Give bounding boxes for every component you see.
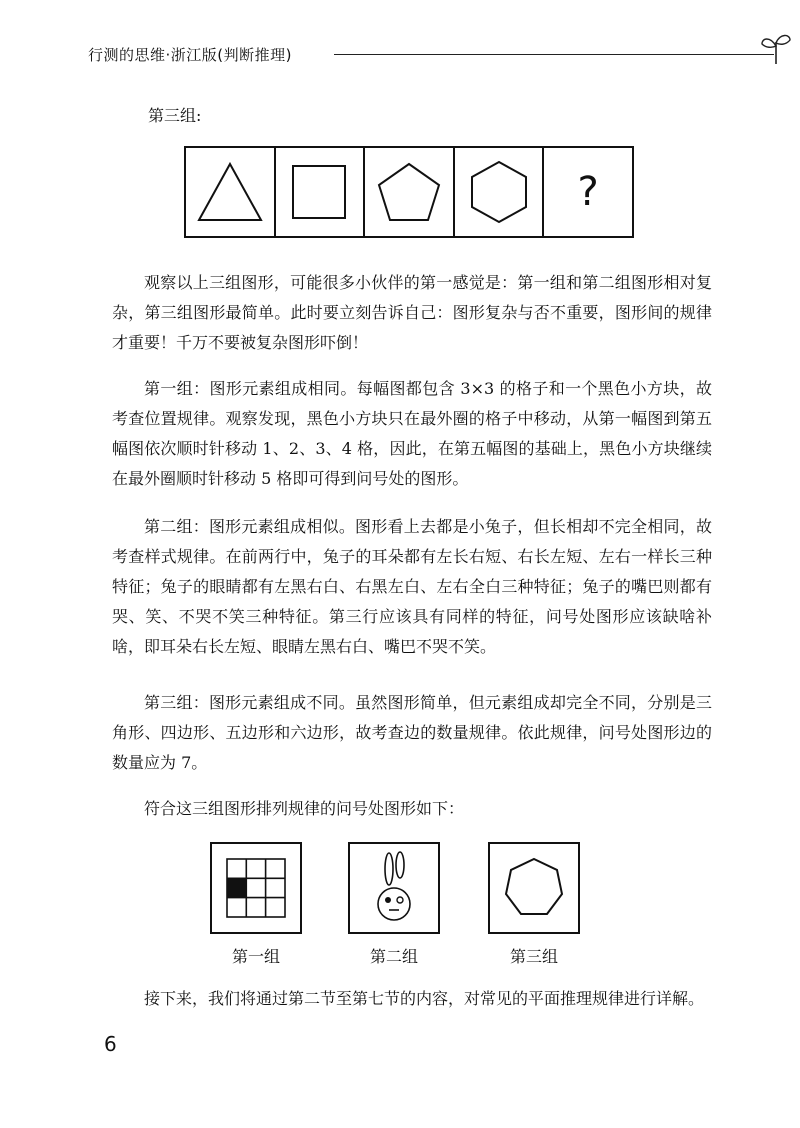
answer-box [488, 842, 580, 934]
sprout-icon [756, 30, 796, 66]
paragraph-answers-intro: 符合这三组图形排列规律的问号处图形如下： [144, 799, 465, 818]
question-mark: ? [577, 169, 599, 215]
paragraph-group1: 第一组：图形元素组成相同。每幅图都包含 3×3 的格子和一个黑色小方块，故考查位置规律。观察发现，黑色小方块只在最外圈的格子中移动，从第一幅图到第五幅图依次顺时针移动 1、2、3、4 格，因此，在第五幅图的基础上，黑色小方块继续在最外圈顺时针移动 5 格即可得到问号处的图形。 [112, 379, 712, 488]
answer-label: 第二组 [369, 947, 418, 966]
hexagon-shape [469, 159, 529, 225]
header-rule [334, 54, 774, 55]
header-title: 行测的思维·浙江版(判断推理) [88, 46, 292, 64]
paragraph-group2: 第二组：图形元素组成相似。图形看上去都是小兔子，但长相却不完全相同，故考查样式规律。在前两行中，兔子的耳朵都有左长右短、右长左短、左右一样长三种特征；兔子的眼睛都有左黑右白、右黑左白、左右全白三种特征；兔子的嘴巴则都有哭、笑、不哭不笑三种特征。第三行应该具有同样的特征，问号处图形应该缺啥补啥，即耳朵右长左短、眼睛左黑右白、嘴巴不哭不笑。 [112, 517, 712, 656]
square-shape [291, 164, 347, 220]
shape-cell [186, 148, 276, 236]
grid-answer-figure [226, 858, 286, 918]
shape-sequence [184, 146, 634, 238]
page-number: 6 [104, 1032, 117, 1056]
answer-box [348, 842, 440, 934]
paragraph-intro: 观察以上三组图形，可能很多小伙伴的第一感觉是：第一组和第二组图形相对复杂，第三组图形最简单。此时要立刻告诉自己：图形复杂与否不重要，图形间的规律才重要！千万不要被复杂图形吓倒！ [112, 273, 712, 352]
shape-cell [455, 148, 545, 236]
answer-label: 第三组 [509, 947, 558, 966]
answer-figures [210, 842, 590, 972]
pentagon-shape [376, 161, 442, 223]
triangle-shape [195, 160, 265, 224]
shape-cell [365, 148, 455, 236]
answer-box [210, 842, 302, 934]
answer-group2 [348, 842, 440, 967]
shape-cell [544, 148, 632, 236]
rabbit-answer-figure [369, 849, 419, 927]
shape-cell [276, 148, 366, 236]
paragraph-group3: 第三组：图形元素组成不同。虽然图形简单，但元素组成却完全不同，分别是三角形、四边形、五边形和六边形，故考查边的数量规律。依此规律，问号处图形边的数量应为 7。 [112, 693, 712, 772]
answer-group1 [210, 842, 302, 967]
heptagon-answer-figure [502, 856, 566, 920]
section-label-group3: 第三组: [148, 106, 202, 125]
answer-group3 [488, 842, 580, 967]
paragraph-next-sections: 接下来，我们将通过第二节至第七节的内容，对常见的平面推理规律进行详解。 [144, 989, 705, 1008]
running-header [88, 44, 728, 72]
answer-label: 第一组 [231, 947, 280, 966]
